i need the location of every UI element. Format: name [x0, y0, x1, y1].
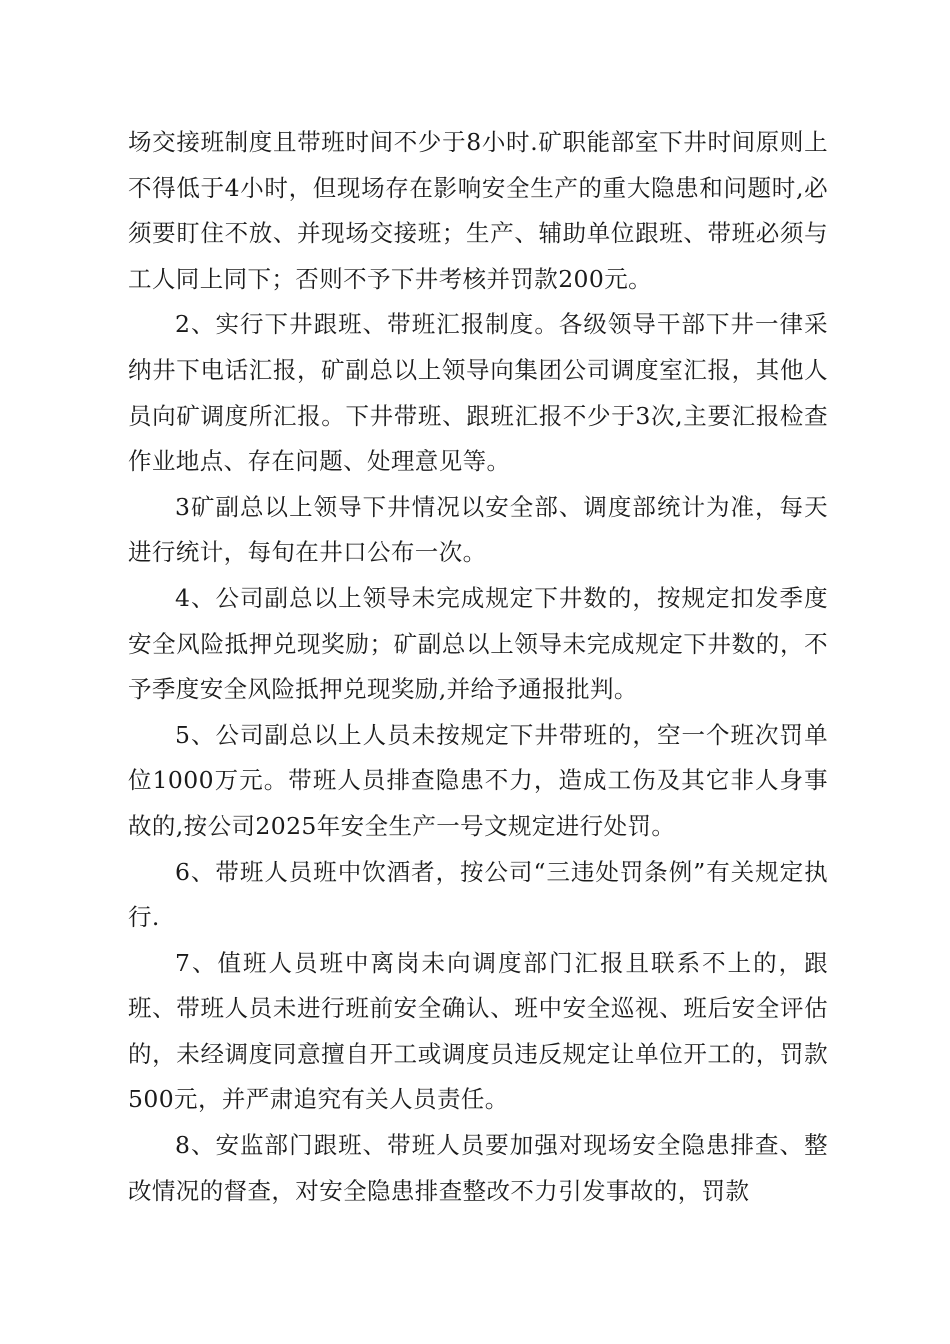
- paragraph-item-4: 4、公司副总以上领导未完成规定下井数的，按规定扣发季度安全风险抵押兑现奖励；矿副总以上领导未完成规定下井数的，不予季度安全风险抵押兑现奖励,并给予通报批判。: [128, 583, 828, 704]
- paragraph-item-8: 8、安监部门跟班、带班人员要加强对现场安全隐患排查、整改情况的督查，对安全隐患排查整改不力引发事故的，罚款: [128, 1131, 828, 1205]
- paragraph-item-3: 3矿副总以上领导下井情况以安全部、调度部统计为准，每天进行统计，每旬在井口公布一次。: [128, 492, 828, 567]
- paragraph-item-6: 6、带班人员班中饮酒者，按公司“三违处罚条例”有关规定执行.: [128, 857, 828, 932]
- paragraph-item-5: 5、公司副总以上人员未按规定下井带班的，空一个班次罚单位1000万元。带班人员排查隐患不力，造成工伤及其它非人身事故的,按公司2025年安全生产一号文规定进行处罚。: [128, 720, 828, 840]
- paragraph-item-7: 7、值班人员班中离岗未向调度部门汇报且联系不上的，跟班、带班人员未进行班前安全确认、班中安全巡视、班后安全评估的，未经调度同意擅自开工或调度员违反规定让单位开工的，罚款500元，并严肃追究有关人员责任。: [128, 948, 828, 1114]
- paragraph-item-2: 2、实行下井跟班、带班汇报制度。各级领导干部下井一律采纳井下电话汇报，矿副总以上领导向集团公司调度室汇报，其他人员向矿调度所汇报。下井带班、跟班汇报不少于3次,主要汇报检查作业地点、存在问题、处理意见等。: [128, 310, 828, 476]
- paragraph-continuation: 场交接班制度且带班时间不少于8小时.矿职能部室下井时间原则上不得低于4小时，但现场存在影响安全生产的重大隐患和问题时,必须要盯住不放、并现场交接班；生产、辅助单位跟班、带班必须与工人同上同下；否则不予下井考核并罚款200元。: [128, 128, 828, 293]
- document-body: [128, 120, 828, 1214]
